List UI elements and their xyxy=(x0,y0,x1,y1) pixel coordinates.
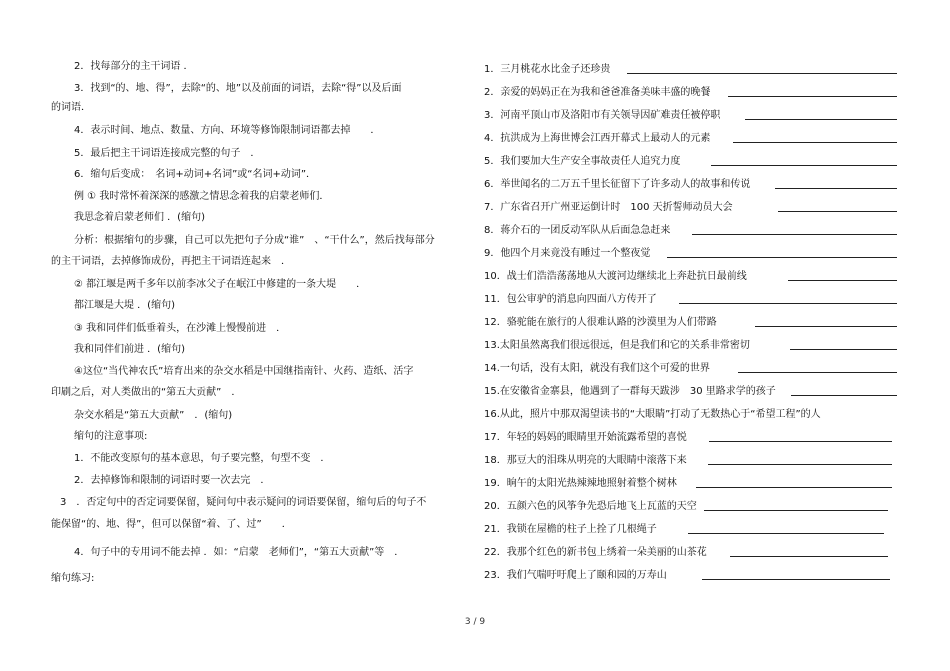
exercise-7: 7．广东省召开广州亚运倒计时 100 天折誓师动员大会 xyxy=(484,202,733,213)
exercise-5: 5．我们要加大生产安全事故责任人追究力度 xyxy=(484,156,681,167)
answer-line-2[interactable] xyxy=(728,96,897,97)
note-2: 2．去掉修饰和限制的词语时要一次去完 ． xyxy=(74,475,271,486)
exercise-3: 3．河南平顶山市及洛阳市有关领导因矿难责任被停职 xyxy=(484,110,721,121)
example-2: ② 都江堰是两千多年以前李冰父子在岷江中修建的一条大堤 ． xyxy=(74,279,367,290)
example-4-answer: 杂交水稻是“第五大贡献” ．(缩句) xyxy=(74,410,233,421)
example-4-cont: 印刷之后，对人类做出的“第五大贡献” ． xyxy=(51,387,242,398)
answer-line-8[interactable] xyxy=(692,234,897,235)
exercise-16: 16.从此，照片中那双渴望读书的“大眼睛”打动了无数热心于“希望工程”的人 xyxy=(484,409,821,420)
answer-line-6[interactable] xyxy=(775,188,897,189)
note-4: 4．句子中的专用词不能去掉 ．如：“启蒙 老师们”，“第五大贡献”等 ． xyxy=(74,547,405,558)
exercise-19: 19．晌午的太阳光热辣辣地照射着整个树林 xyxy=(484,478,677,489)
practice-heading: 缩句练习: xyxy=(51,573,95,584)
rule-step-5: 5．最后把主干词语连接成完整的句子 ． xyxy=(74,148,261,159)
answer-line-4[interactable] xyxy=(733,142,897,143)
example-2-answer: 都江堰是大堤 ．(缩句) xyxy=(74,300,175,311)
answer-line-21[interactable] xyxy=(688,533,884,534)
exercise-8: 8．蒋介石的一团反动军队从后面急急赶来 xyxy=(484,225,671,236)
exercise-1: 1．三月桃花水比金子还珍贵 xyxy=(484,64,611,75)
exercise-10: 10．战士们浩浩荡荡地从大渡河边继续北上奔赴抗日最前线 xyxy=(484,271,747,282)
exercise-17: 17．年轻的妈妈的眼睛里开始流露希望的喜悦 xyxy=(484,432,687,443)
answer-line-13[interactable] xyxy=(790,349,897,350)
answer-line-17[interactable] xyxy=(709,441,892,442)
exercise-14: 14.一句话，没有太阳，就没有我们这个可爱的世界 xyxy=(484,363,710,374)
note-1: 1．不能改变原句的基本意思，句子要完整，句型不变 ． xyxy=(74,453,331,464)
rule-step-6: 6．缩句后变成： 名词+动词+名词”或“名词+动词”． xyxy=(74,169,317,180)
exercise-12: 12．骆驼能在旅行的人很难认路的沙漠里为人们带路 xyxy=(484,317,717,328)
notes-heading: 缩句的注意事项: xyxy=(74,431,148,442)
page-number: 3 / 9 xyxy=(464,617,486,627)
note-3-cont: 能保留“的、地、得”，但可以保留“着、了、过” ． xyxy=(51,519,292,530)
answer-line-19[interactable] xyxy=(696,487,892,488)
answer-line-11[interactable] xyxy=(679,303,897,304)
answer-line-5[interactable] xyxy=(711,165,897,166)
rule-step-3: 3．找到“的、地、得”，去除“的、地”以及前面的词语，去除“得”以及后面 xyxy=(74,83,402,94)
answer-line-10[interactable] xyxy=(788,280,897,281)
rule-step-2: 2．找每部分的主干词语 ． xyxy=(74,61,194,72)
answer-line-23[interactable] xyxy=(702,579,890,580)
exercise-15: 15.在安徽省金寨县，他遇到了一群每天跋涉 30 里路求学的孩子 xyxy=(484,386,776,397)
exercise-23: 23．我们气喘吁吁爬上了颐和园的万寿山 xyxy=(484,570,667,581)
rule-step-3-cont: 的词语． xyxy=(51,102,91,113)
exercise-18: 18．那豆大的泪珠从明亮的大眼睛中滚落下来 xyxy=(484,455,687,466)
example-4: ④这位“当代神农氏”培育出来的杂交水稻是中国继指南针、火药、造纸、活字 xyxy=(74,366,414,377)
exercise-22: 22．我那个红色的新书包上绣着一朵美丽的山茶花 xyxy=(484,547,707,558)
example-3: ③ 我和同伴们低垂着头，在沙滩上慢慢前进 ． xyxy=(74,323,287,334)
rule-step-4: 4．表示时间、地点、数量、方向、环境等修饰限制词语都去掉 ． xyxy=(74,125,381,136)
answer-line-22[interactable] xyxy=(730,556,888,557)
analysis-line-1: 分析：根据缩句的步骤，自己可以先把句子分成“谁” 、“干什么”，然后找每部分 xyxy=(74,235,435,246)
example-3-answer: 我和同伴们前进 ．(缩句) xyxy=(74,344,185,355)
exercise-20: 20．五颜六色的风筝争先恐后地飞上瓦蓝的天空 xyxy=(484,501,697,512)
answer-line-9[interactable] xyxy=(667,257,897,258)
note-3: 3 ．否定句中的否定词要保留，疑问句中表示疑问的词语要保留，缩句后的句子不 xyxy=(60,497,427,508)
exercise-11: 11．包公审驴的消息向四面八方传开了 xyxy=(484,294,657,305)
exercise-6: 6．举世闻名的二万五千里长征留下了许多动人的故事和传说 xyxy=(484,179,751,190)
answer-line-20[interactable] xyxy=(704,510,888,511)
answer-line-3[interactable] xyxy=(745,119,897,120)
example-1-answer: 我思念着启蒙老师们 ．(缩句) xyxy=(74,212,205,223)
analysis-line-2: 的主干词语，去掉修饰成份，再把主干词语连起来 ． xyxy=(51,256,291,267)
exercise-13: 13.太阳虽然离我们很远很远，但是我们和它的关系非常密切 xyxy=(484,340,750,351)
example-1: 例 ① 我时常怀着深深的感激之情思念着我的启蒙老师们． xyxy=(74,191,330,202)
answer-line-14[interactable] xyxy=(738,372,897,373)
exercise-21: 21．我锁在屋檐的柱子上拴了几根绳子 xyxy=(484,524,657,535)
exercise-4: 4．抗洪成为上海世博会江西开幕式上最动人的元素 xyxy=(484,133,711,144)
answer-line-7[interactable] xyxy=(778,211,897,212)
answer-line-18[interactable] xyxy=(708,464,892,465)
answer-line-12[interactable] xyxy=(755,326,897,327)
exercise-9: 9．他四个月来竟没有睡过一个整夜觉 xyxy=(484,248,651,259)
answer-line-1[interactable] xyxy=(627,73,897,74)
answer-line-15[interactable] xyxy=(791,395,897,396)
exercise-2: 2．亲爱的妈妈正在为我和爸爸准备美味丰盛的晚餐 xyxy=(484,87,711,98)
